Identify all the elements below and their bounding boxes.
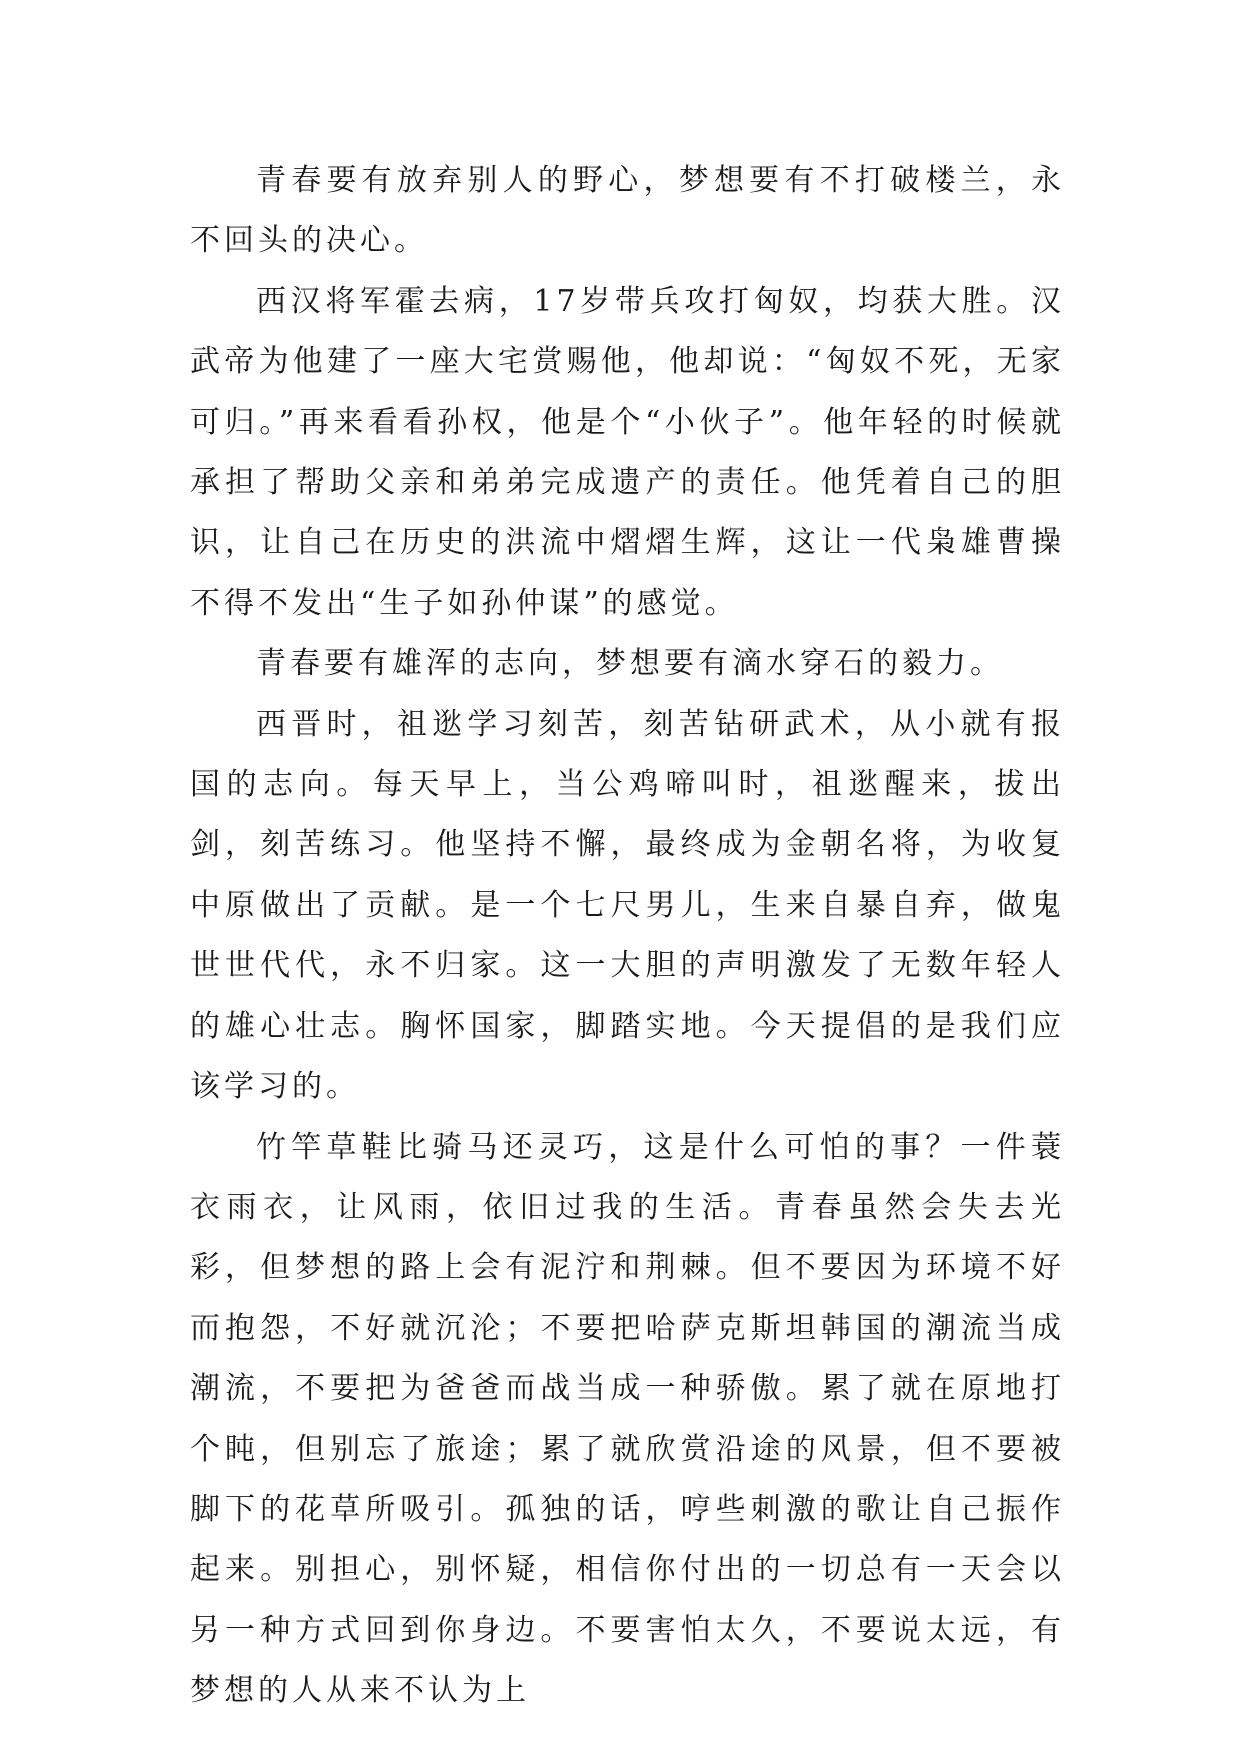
paragraph: 西晋时，祖逖学习刻苦，刻苦钻研武术，从小就有报国的志向。每天早上，当公鸡啼叫时，祖逖醒来，拔出剑，刻苦练习。他坚持不懈，最终成为金朝名将，为收复中原做出了贡献。是一个七尺男儿，生来自暴自弃，做鬼世世代代，永不归家。这一大胆的声明激发了无数年轻人的雄心壮志。胸怀国家，脚踏实地。今天提倡的是我们应该学习的。 [190,706,1065,1105]
paragraph: 西汉将军霍去病，17岁带兵攻打匈奴，均获大胜。汉武帝为他建了一座大宅赏赐他，他却说：“匈奴不死，无家可归。”再来看看孙权，他是个“小伙子”。他年轻的时候就承担了帮助父亲和弟弟完成遗产的责任。他凭着自己的胆识，让自己在历史的洪流中熠熠生辉，这让一代枭雄曹操不得不发出“生子如孙仲谋”的感觉。 [190,283,1065,621]
document-body [190,151,1065,1722]
paragraph: 竹竿草鞋比骑马还灵巧，这是什么可怕的事？一件蓑衣雨衣，让风雨，依旧过我的生活。青春虽然会失去光彩，但梦想的路上会有泥泞和荆棘。但不要因为环境不好而抱怨，不好就沉沦；不要把哈萨克斯坦韩国的潮流当成潮流，不要把为爸爸而战当成一种骄傲。累了就在原地打个盹，但别忘了旅途；累了就欣赏沿途的风景，但不要被脚下的花草所吸引。孤独的话，哼些刺激的歌让自己振作起来。别担心，别怀疑，相信你付出的一切总有一天会以另一种方式回到你身边。不要害怕太久，不要说太远，有梦想的人从来不认为上 [190,1129,1065,1709]
paragraph: 青春要有雄浑的志向，梦想要有滴水穿石的毅力。 [256,646,1004,682]
paragraph: 青春要有放弃别人的野心，梦想要有不打破楼兰，永不回头的决心。 [190,163,1065,259]
